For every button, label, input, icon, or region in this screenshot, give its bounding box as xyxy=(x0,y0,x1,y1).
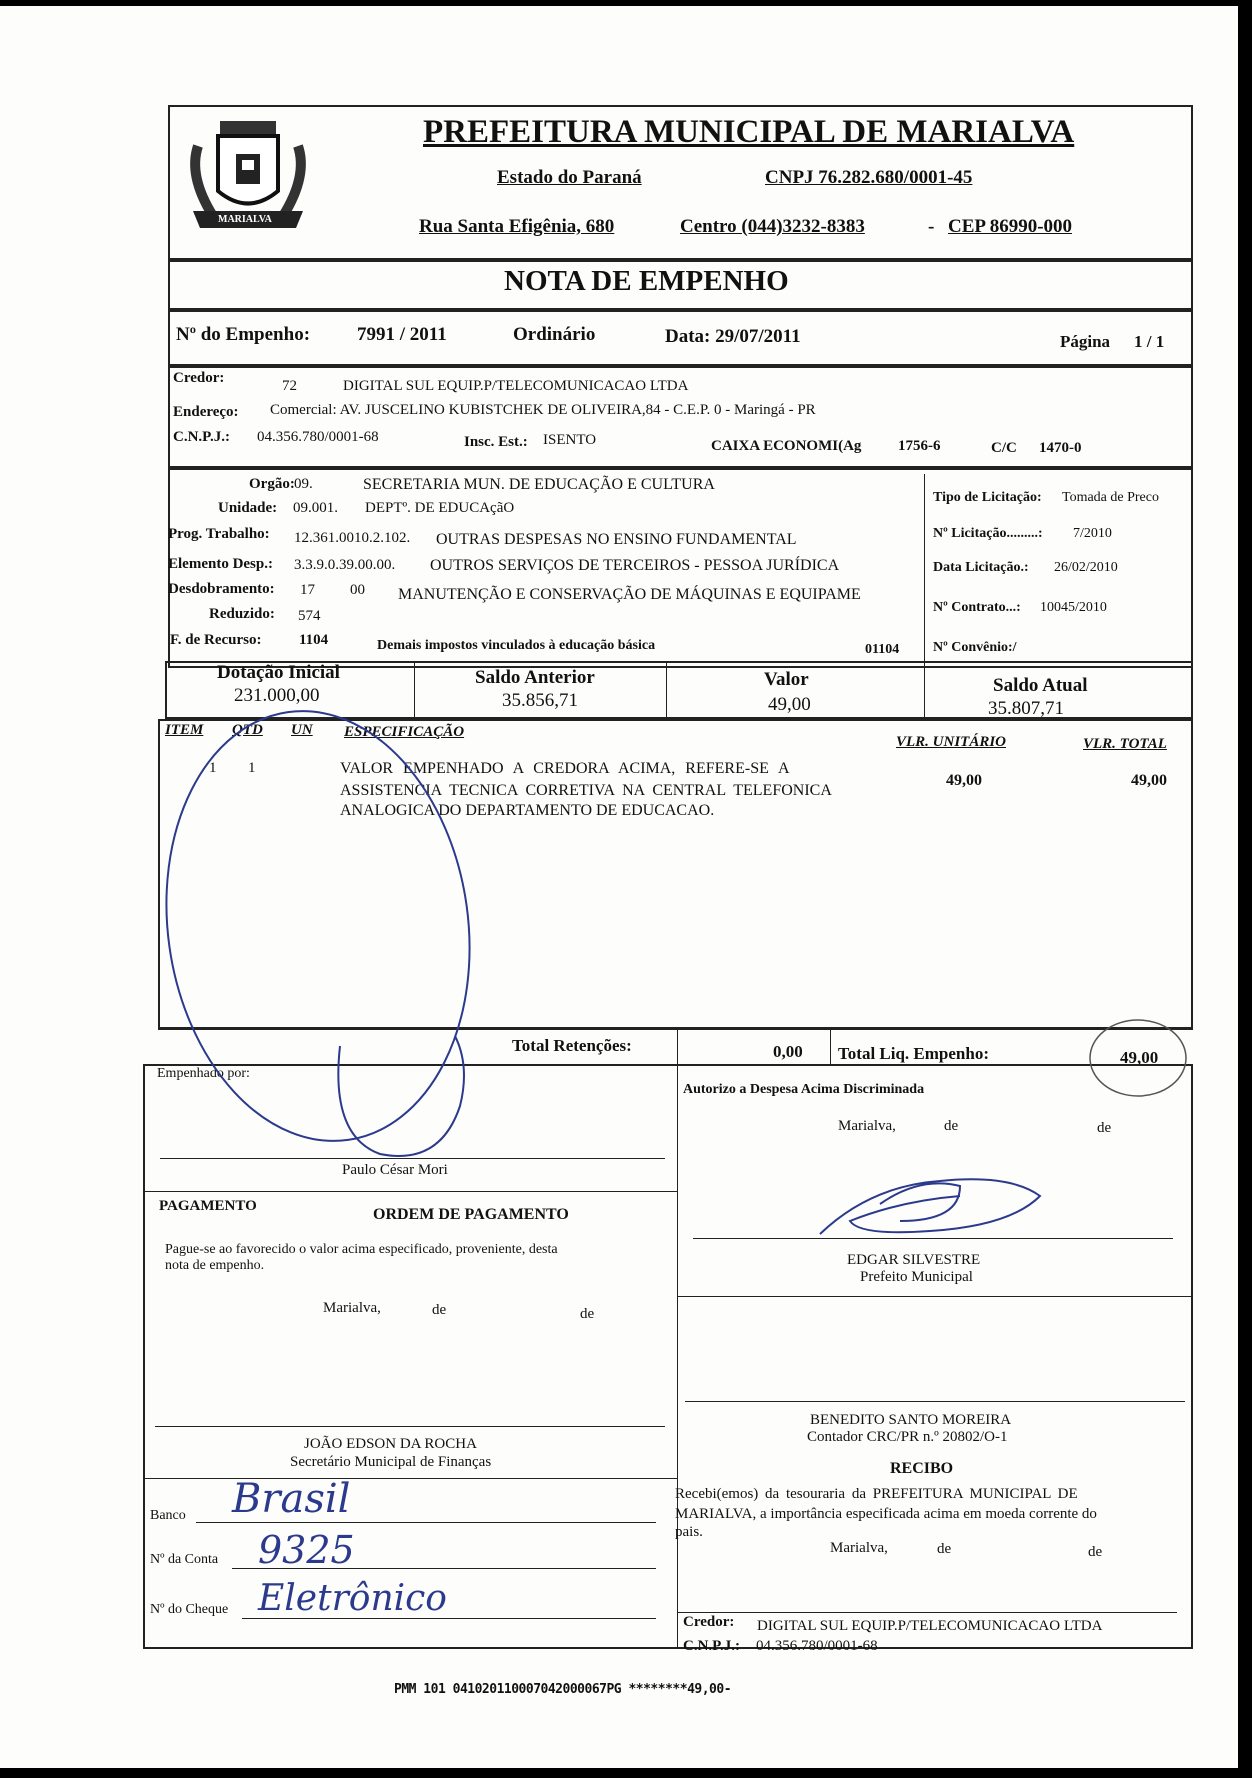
unidade-label: Unidade: xyxy=(218,500,278,516)
empenho-number-label: Nº do Empenho: xyxy=(176,324,311,345)
saldo-atual-value: 35.807,71 xyxy=(988,698,1064,719)
recibo-cnpj-label: C.N.P.J.: xyxy=(683,1638,740,1654)
recibo-text-line-2: MARIALVA, a importância especificada acima em moeda corrente do xyxy=(675,1506,1097,1522)
recibo-text-line-3: pais. xyxy=(675,1524,703,1540)
qtd-header: QTD xyxy=(232,722,263,738)
convenio-label: Nº Convênio:/ xyxy=(933,640,1017,655)
pagamento-de-1: de xyxy=(432,1302,447,1318)
financas-role: Secretário Municipal de Finanças xyxy=(290,1454,492,1470)
document-title: NOTA DE EMPENHO xyxy=(504,265,789,297)
tipo-licitacao: Tomada de Preco xyxy=(1062,490,1159,505)
orgao-label: Orgão: xyxy=(249,476,295,492)
empenho-date: Data: 29/07/2011 xyxy=(665,326,801,347)
prefeito-bottom-line xyxy=(677,1296,1193,1297)
autorizo-de-2: de xyxy=(1097,1120,1112,1136)
autorizo-label: Autorizo a Despesa Acima Discriminada xyxy=(683,1082,925,1097)
desdobramento-code1: 17 xyxy=(300,582,315,598)
saldo-atual-label: Saldo Atual xyxy=(993,675,1088,696)
credor-cnpj-label: C.N.P.J.: xyxy=(173,429,230,445)
page-label: Página xyxy=(1060,332,1111,351)
reduzido-label: Reduzido: xyxy=(209,606,275,622)
prefeito-role: Prefeito Municipal xyxy=(860,1269,973,1285)
pagamento-de-2: de xyxy=(580,1306,595,1322)
district-phone: Centro (044)3232-8383 xyxy=(680,216,865,237)
prog-label: Prog. Trabalho: xyxy=(168,526,270,542)
pagamento-text-line-1: Pague-se ao favorecido o valor acima especificado, proveniente, desta xyxy=(165,1242,558,1257)
municipality-title: PREFEITURA MUNICIPAL DE MARIALVA xyxy=(423,114,1075,150)
recurso-code: 1104 xyxy=(299,632,329,648)
cep: CEP 86990-000 xyxy=(948,216,1073,237)
credor-agency: 1756-6 xyxy=(898,438,941,454)
unidade-code: 09.001. xyxy=(293,500,338,516)
empenho-type: Ordinário xyxy=(513,324,596,345)
row-spec-line-1: VALOR EMPENHADO A CREDORA ACIMA, REFERE-SE A xyxy=(340,760,790,777)
prog-name: OUTRAS DESPESAS NO ENSINO FUNDAMENTAL xyxy=(436,531,797,548)
banco-handwritten-value: Brasil xyxy=(232,1476,351,1522)
empenhado-bottom-line xyxy=(143,1191,677,1192)
elemento-label: Elemento Desp.: xyxy=(168,556,273,572)
licitacao-date-label: Data Licitação.: xyxy=(933,560,1029,575)
prefeito-signature-line xyxy=(693,1238,1173,1239)
dotacao-label: Dotação Inicial xyxy=(217,662,340,683)
conta-label: Nº da Conta xyxy=(150,1552,219,1567)
municipal-cnpj: CNPJ 76.282.680/0001-45 xyxy=(765,167,973,188)
insc-label: Insc. Est.: xyxy=(464,434,528,450)
licitacao-number-label: Nº Licitação.........: xyxy=(933,526,1043,541)
credor-cnpj: 04.356.780/0001-68 xyxy=(257,429,379,445)
credor-label: Credor: xyxy=(173,370,225,386)
cheque-label: Nº do Cheque xyxy=(150,1602,229,1617)
conta-handwritten-value: 9325 xyxy=(258,1528,355,1572)
orgao-name: SECRETARIA MUN. DE EDUCAÇÃO E CULTURA xyxy=(363,476,715,493)
empenhado-signature-line xyxy=(160,1158,665,1159)
cc-value: 1470-0 xyxy=(1039,440,1082,456)
pagamento-city: Marialva, xyxy=(323,1300,381,1316)
elemento-name: OUTROS SERVIÇOS DE TERCEIROS - PESSOA JURÍDICA xyxy=(430,557,840,574)
document-page xyxy=(0,6,1238,1768)
lower-middle-divider xyxy=(677,1064,678,1649)
item-header: ITEM xyxy=(165,722,204,738)
values-divider-1 xyxy=(414,661,415,719)
prog-code: 12.361.0010.2.102. xyxy=(294,530,411,546)
elemento-code: 3.3.9.0.39.00.00. xyxy=(294,557,396,573)
row-unit-value: 49,00 xyxy=(946,772,982,789)
total-value-header: VLR. TOTAL xyxy=(1083,736,1167,752)
licitacao-date: 26/02/2010 xyxy=(1054,560,1118,575)
cc-label: C/C xyxy=(991,440,1017,456)
contador-name: BENEDITO SANTO MOREIRA xyxy=(810,1412,1012,1428)
street-address: Rua Santa Efigênia, 680 xyxy=(419,216,615,237)
banco-line xyxy=(196,1522,656,1523)
prefeito-name: EDGAR SILVESTRE xyxy=(847,1252,981,1268)
address-separator: - xyxy=(928,216,935,237)
values-divider-3 xyxy=(924,661,925,719)
credor-bank: CAIXA ECONOMI(Ag xyxy=(711,438,862,454)
saldo-anterior-value: 35.856,71 xyxy=(502,690,578,711)
recibo-label: RECIBO xyxy=(890,1460,954,1477)
recurso-code2: 01104 xyxy=(865,642,900,657)
autorizo-de-1: de xyxy=(944,1118,959,1134)
pagamento-label: PAGAMENTO xyxy=(159,1198,257,1214)
address-label: Endereço: xyxy=(173,404,239,420)
spec-header: ESPECIFICAÇÃO xyxy=(344,724,465,740)
recibo-de-2: de xyxy=(1088,1544,1103,1560)
empenho-number: 7991 / 2011 xyxy=(357,324,447,345)
saldo-anterior-label: Saldo Anterior xyxy=(475,667,595,688)
totals-divider xyxy=(677,1029,678,1064)
recibo-city: Marialva, xyxy=(830,1540,888,1556)
reduzido-value: 574 xyxy=(298,608,321,624)
contador-role: Contador CRC/PR n.º 20802/O-1 xyxy=(807,1429,1008,1445)
row-spec-line-3: ANALOGICA DO DEPARTAMENTO DE EDUCACAO. xyxy=(340,802,715,819)
footer-barcode-text: PMM 101 041020110007042000067PG ********49,00- xyxy=(394,1682,732,1697)
financas-bottom-line xyxy=(143,1478,677,1479)
state-name: Estado do Paraná xyxy=(497,167,642,188)
recibo-signature-line xyxy=(677,1612,1177,1613)
recibo-credor-label: Credor: xyxy=(683,1614,735,1630)
unidade-name: DEPTº. DE EDUCAçãO xyxy=(365,500,515,516)
contador-signature-line xyxy=(685,1401,1185,1402)
credor-name: DIGITAL SUL EQUIP.P/TELECOMUNICACAO LTDA xyxy=(343,378,689,394)
tipo-licitacao-label: Tipo de Licitação: xyxy=(933,490,1042,505)
unit-value-header: VLR. UNITÁRIO xyxy=(896,734,1007,750)
contrato-label: Nº Contrato...: xyxy=(933,600,1021,615)
ordem-pagamento-label: ORDEM DE PAGAMENTO xyxy=(373,1206,569,1223)
pagamento-text-line-2: nota de empenho. xyxy=(165,1258,265,1273)
totals-divider-2 xyxy=(830,1029,831,1064)
valor-label: Valor xyxy=(764,669,809,690)
liquido-label: Total Liq. Empenho: xyxy=(838,1044,989,1063)
desdobramento-name: MANUTENÇÃO E CONSERVAÇÃO DE MÁQUINAS E EQUIPAME xyxy=(398,586,861,603)
valor-value: 49,00 xyxy=(768,694,811,715)
desdobramento-label: Desdobramento: xyxy=(168,581,275,597)
recibo-de-1: de xyxy=(937,1541,952,1557)
desdobramento-code2: 00 xyxy=(350,582,365,598)
totals-top-line xyxy=(158,1029,1193,1030)
banco-label: Banco xyxy=(150,1508,186,1523)
seal-banner-text: MARIALVA xyxy=(218,214,272,225)
row-qtd: 1 xyxy=(248,760,256,776)
orgao-code: 09. xyxy=(294,476,313,492)
licitacao-number: 7/2010 xyxy=(1073,526,1112,541)
retencoes-label: Total Retenções: xyxy=(512,1036,632,1055)
financas-signature-line xyxy=(155,1426,665,1427)
empenhado-label: Empenhado por: xyxy=(157,1066,250,1081)
un-header: UN xyxy=(291,722,313,738)
credor-code: 72 xyxy=(282,378,297,394)
retencoes-value: 0,00 xyxy=(773,1042,803,1061)
row-item: 1 xyxy=(209,760,217,776)
recurso-name: Demais impostos vinculados à educação básica xyxy=(377,638,656,653)
credor-address: Comercial: AV. JUSCELINO KUBISTCHEK DE OLIVEIRA,84 - C.E.P. 0 - Maringá - PR xyxy=(270,402,816,418)
contrato-value: 10045/2010 xyxy=(1040,600,1107,615)
autorizo-city: Marialva, xyxy=(838,1118,896,1134)
dotacao-value: 231.000,00 xyxy=(234,685,320,706)
empenhado-name: Paulo César Mori xyxy=(342,1162,448,1178)
recibo-credor-name: DIGITAL SUL EQUIP.P/TELECOMUNICACAO LTDA xyxy=(757,1618,1103,1634)
row-total-value: 49,00 xyxy=(1131,772,1167,789)
recibo-text-line-1: Recebi(emos) da tesouraria da PREFEITURA MUNICIPAL DE xyxy=(675,1486,1078,1502)
recurso-label: F. de Recurso: xyxy=(170,632,262,648)
liquido-value: 49,00 xyxy=(1120,1048,1159,1067)
page-number: 1 / 1 xyxy=(1134,332,1165,351)
values-divider-2 xyxy=(666,661,667,719)
insc-value: ISENTO xyxy=(543,432,597,448)
licitacao-divider xyxy=(924,474,925,668)
municipal-seal xyxy=(178,106,318,236)
cheque-handwritten-value: Eletrônico xyxy=(258,1578,447,1619)
recibo-cnpj: 04.356.780/0001-68 xyxy=(756,1638,878,1654)
row-spec-line-2: ASSISTENCIA TECNICA CORRETIVA NA CENTRAL TELEFONICA xyxy=(340,782,832,799)
financas-name: JOÃO EDSON DA ROCHA xyxy=(304,1436,477,1452)
